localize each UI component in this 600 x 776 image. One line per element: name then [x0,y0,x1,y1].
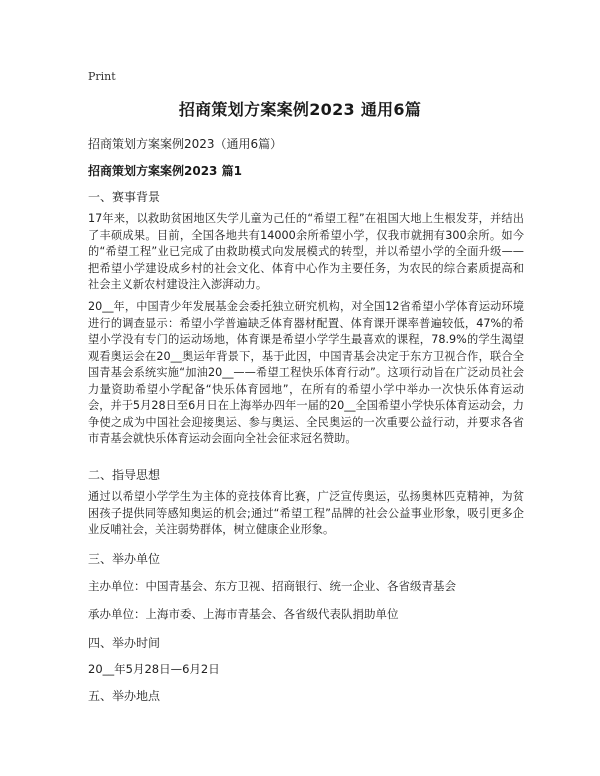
section-heading-guiding-idea: 二、指导思想 [88,468,161,482]
section-heading-time: 四、举办时间 [88,636,161,650]
article-title: 招商策划方案案例2023 篇1 [88,164,242,178]
print-label[interactable]: Print [88,70,116,83]
document-subtitle: 招商策划方案案例2023（通用6篇） [88,137,283,151]
paragraph-background-2: 20__年，中国青少年发展基金会委托独立研究机构，对全国12省希望小学体育运动环境进行的调查显示：希望小学普遍缺乏体育器材配置、体育课开课率普遍较低，47%的希望小学没有专门的运动场地，体育课是希望小学学生最喜欢的课程，78.9%的学生渴望观看奥运会在20__奥运年背景下，基于此因，中国青基会决定于东方卫视合作，联合全国青基会系统实施“加油20__——希望工程快乐体育行动”。这项行动旨在广泛动员社会力量资助希望小学配备“快乐体育园地”，在所有的希望小学中举办一次快乐体育运动会，并于5月28日至6月日在上海举办四年一届的20__全国希望小学快乐体育运动会，力争使之成为中国社会迎接奥运、参与奥运、全民奥运的一次重要公益行动，并要求各省市青基会就快乐体育运动会面向全社会征求冠名赞助。 [88,300,524,445]
section-heading-location: 五、举办地点 [88,689,161,703]
paragraph-guiding-idea: 通过以希望小学学生为主体的竞技体育比赛，广泛宣传奥运，弘扬奥林匹克精神，为贫困孩子提供同等感知奥运的机会;通过“希望工程”品牌的社会公益事业形象，吸引更多企业反哺社会，关注弱势群体，树立健康企业形象。 [88,490,524,536]
section-heading-background: 一、赛事背景 [88,190,161,204]
page-title: 招商策划方案案例2023 通用6篇 [178,100,422,119]
host-units: 主办单位：中国青基会、东方卫视、招商银行、统一企业、各省级青基会 [88,579,456,593]
section-heading-organizers: 三、举办单位 [88,552,161,566]
organizer-units: 承办单位：上海市委、上海市青基会、各省级代表队捐助单位 [88,607,399,621]
paragraph-background-1: 17年来，以救助贫困地区失学儿童为己任的“希望工程”在祖国大地上生根发芽，并结出了丰硕成果。目前，全国各地共有14000余所希望小学，仅我市就拥有300余所。如今的“希望工程”业已完成了由救助模式向发展模式的转型，并以希望小学的全面升级——把希望小学建设成乡村的社会文化、体育中心作为主要任务，为农民的综合素质提高和社会主义新农村建设注入澎湃动力。 [88,212,524,291]
event-time: 20__年5月28日—6月2日 [88,662,220,676]
